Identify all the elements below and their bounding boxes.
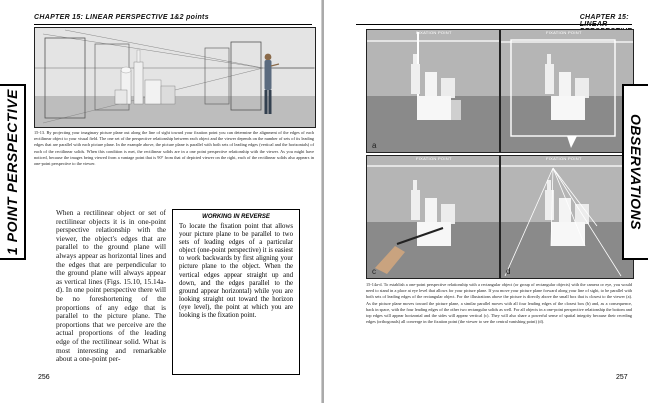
figure-caption-left: 15-13. By projecting your imaginary picture plane out along the line of sight toward your fixation point you can determine the alignment of the edges of each rectilinear object to your visual field. The one set of the perspective relationship between each object and the viewer depends on the number of sets of its leading edges that are parallel with each picture plane. In the example above, the picture plane is parallel with both sets of leading edges (vertical and the horizontals) of each of the rectilinear solids. When this condition is met, the rectilinear solids are in a one point perspective relationship with the viewer. As you might have noticed, because the images being viewed from a vantage point that is 90° from that of depicted viewer on the right, each of the rectilinear solids also appears in one-point perspective to the viewer. [34,130,314,167]
photo-panel-b [500,29,634,153]
fixation-point-label-c: FIXATION POINT [416,156,452,161]
photo-panel-d [500,155,634,279]
photo-panel-a [366,29,500,153]
panel-label-c: c [372,267,376,276]
still-life-photo-a [367,30,499,152]
panel-label-a: a [372,141,377,150]
photo-panel-c [366,155,500,279]
right-header-rule [356,24,632,25]
fixation-point-label-b: FIXATION POINT [546,30,582,35]
right-running-header: CHAPTER 15: [579,14,629,21]
fixation-point-label-d: FIXATION POINT [546,156,582,161]
figure-15-13 [34,27,316,128]
left-header-rule [34,24,312,25]
chapter-side-tab-left [0,84,26,260]
perspective-scene-illustration [35,28,315,127]
still-life-photo-b [501,30,633,152]
chapter-side-tab-right [622,84,648,260]
body-text-left: When a rectilinear object or set of rectilinear objects it is in one-point perspective relationship with the viewer, the object's edges that are parallel to the ground plane will always appear as horizontal lines and the edges that are perpendicular to the ground plane will always appear as vertical lines (Figs. 15.10, 15.14a-d). In one point perspective there will be no foreshortening of the proportions of any edge that is parallel to the picture plane. The proportions that we perceive are the actual proportions of the leading edge of the rectilinear solid. What is most interesting and remarkable about a one-point per- [56,208,166,364]
figure-caption-right: 15-14a-d. To establish a one-point perspective relationship with a rectangular object (or group of rectangular objects) with the camera or eye, you would need to stand in a place at eye level that allows for your picture plane. If you move your picture plane forward along your line of sight, to be parallel with both sets of leading edges of the rectangular object. For the illustrations above the picture is directly above the small box that is closest to the viewer (a). As the picture plane moves toward the picture plane, a similar parallel moves with all four leading edges of the closest box (b) and, as a consequence, back in space, with the four leading edges of the other two rectangular solids as well. For all objects in a one-point perspective relationship the bottom and top edges will appear horizontal and the sides will appear vertical (c). They will also share a powerful sense of spatial integrity because their receding edges (orthogonals) all converge in the fixation point (the viewer to see the central vanishing point) (d). [366,282,632,325]
sidebar-title: WORKING IN REVERSE [202,214,270,220]
right-page [324,0,648,403]
left-running-header: CHAPTER 15: LINEAR PERSPECTIVE 1&2 points [34,14,209,21]
fixation-point-label-a: FIXATION POINT [416,30,452,35]
side-tab-label-left: 1 POINT PERSPECTIVE [4,89,20,255]
left-page [0,0,322,403]
side-tab-label-right: OBSERVATIONS [628,114,644,230]
working-in-reverse-sidebar [172,209,300,375]
still-life-photo-c [367,156,499,278]
still-life-photo-d [501,156,633,278]
page-number-left: 256 [38,374,50,381]
sidebar-text: To locate the fixation point that allows your picture plane to be parallel to two sets of leading edges of a particular object (one-point perspective) it is easiest to work backwards by first aligning your picture plane to the object. When the vertical edges appear straight up and down, and the edges parallel to the ground appear horizontal) while you are looking straight out toward the horizon (eye level), the point at which you are looking is the fixation point. [179,223,293,320]
page-number-right: 257 [616,374,628,381]
panel-label-d: d [506,267,511,276]
